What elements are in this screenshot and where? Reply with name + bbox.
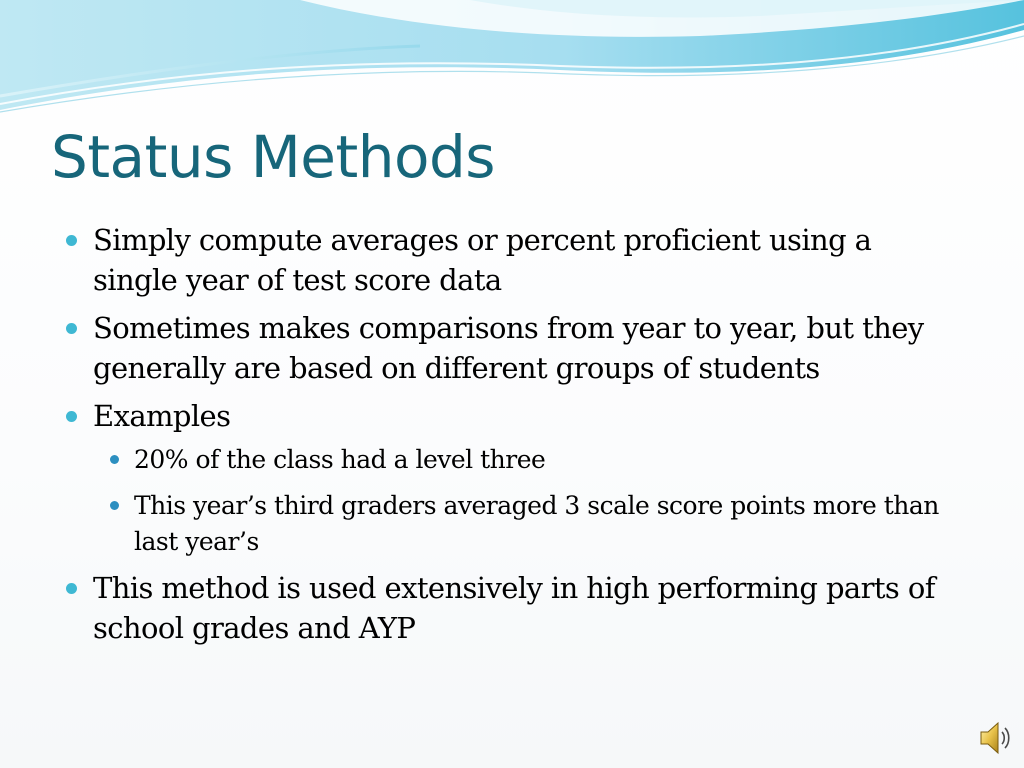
bullet-dot-icon [66, 583, 77, 594]
sub-bullet-dot-icon [110, 455, 119, 464]
bullet-dot-icon [66, 411, 77, 422]
bullet-dot-icon [66, 235, 77, 246]
sub-bullet-item [93, 488, 964, 560]
bullet-list [64, 220, 964, 648]
sub-bullet-text: 20% of the class had a level three [134, 445, 546, 474]
sub-bullet-list [93, 442, 964, 560]
sub-bullet-item [93, 442, 964, 478]
bullet-dot-icon [66, 323, 77, 334]
slide-content [64, 220, 964, 648]
bullet-text: This method is used extensively in high performing parts of school grades and AYP [93, 571, 935, 645]
bullet-item [64, 220, 964, 300]
bullet-item [64, 568, 964, 648]
header-wave-decoration [0, 0, 1024, 130]
bullet-text: Examples [93, 399, 231, 433]
sub-bullet-text: This year’s third graders averaged 3 scale score points more than last year’s [134, 491, 939, 556]
slide-title: Status Methods [51, 123, 496, 191]
bullet-item [64, 396, 964, 560]
sub-bullet-dot-icon [110, 501, 119, 510]
speaker-icon[interactable] [978, 718, 1012, 758]
bullet-item [64, 308, 964, 388]
bullet-text: Simply compute averages or percent proficient using a single year of test score data [93, 223, 872, 297]
bullet-text: Sometimes makes comparisons from year to year, but they generally are based on different groups of students [93, 311, 924, 385]
